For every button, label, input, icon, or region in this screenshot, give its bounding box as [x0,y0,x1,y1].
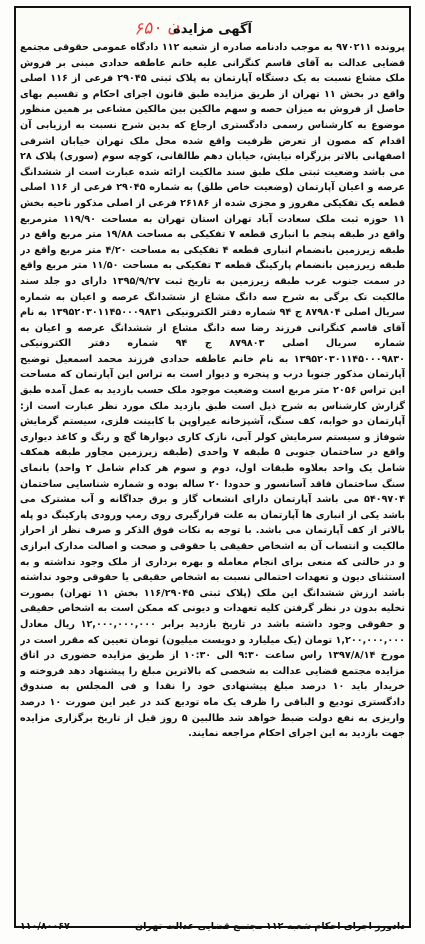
notice-footer [20,918,405,934]
footer-code: ۱۱۰/۸۰۰۶۷ [20,920,70,932]
notice-body: پرونده ۹۷۰۲۱۱ به موجب دادنامه صادره از شعبه ۱۱۲ دادگاه عمومی حقوقی مجتمع قضایی عدالت به آقای قاسم کنگرانی علیه خانم عاطفه حدادی مبنی بر فروش ملک مشاع نسبت به یک دستگاه آپارتمان به پلاک ثبتی ۲۹۰۴۵ فرعی از ۱۱۶ اصلی واقع در بخش ۱۱ تهران از طریق مزایده طبق قانون اجرای احکام و تقسیم بهای حاصل از فروش به میزان حصه و سهم مالکین بین مالکین مشاعی بر همین منظور موضوع به کارشناس رسمی دادگستری ارجاع که بدین شرح نسبت به ارزیابی آن اقدام که مصون از تعرض ظرفیت واقع شده محل ملک تهران خیابان اشرفی اصفهانی بالاتر بزرگراه نیایش، خیابان دهم طالقانی، کوچه سوم (سوری) پلاک ۲۸ می باشد وضعیت ثبتی ملک طبق سند مالکیت ارائه شده عبارت است از ششدانگ عرصه و اعیان آپارتمان (وضعیت خاص طلق) به شماره ۲۹۰۴۵ فرعی از ۱۱۶ اصلی قطعه یک تفکیکی مفروز و مجزی شده از ۲۶۱۸۶ فرعی از اصلی مذکور ناحیه بخش ۱۱ حوزه ثبت ملک سعادت آباد تهران استان تهران به مساحت ۱۱۹/۹۰ مترمربع واقع در طبقه پنجم با انباری قطعه ۷ تفکیکی به مساحت ۱۹/۸۸ متر مربع واقع در طبقه زیرزمین بانضمام انباری قطعه ۴ تفکیکی به مساحت ۴/۲۰ متر مربع واقع در طبقه زیرزمین بانضمام پارکینگ قطعه ۳ تفکیکی به مساحت ۱۱/۵۰ متر مربع واقع در سمت جنوب غرب طبقه زیرزمین به تاریخ ثبت ۱۳۹۵/۹/۲۷ دارای دو جلد سند مالکیت تک برگی به شرح سه دانگ مشاع از ششدانگ عرصه و اعیان به شماره سریال اصلی ۸۷۹۸۰۴ ج ۹۴ شماره دفتر الکترونیکی ۱۳۹۵۲۰۳۰۱۱۴۵۰۰۰۹۸۳۱ به نام آقای قاسم کنگرانی فرزند رضا سه دانگ مشاع از ششدانگ عرصه و اعیان به شماره سریال اصلی ۸۷۹۸۰۳ ج ۹۴ شماره دفتر الکترونیکی ۱۳۹۵۲۰۳۰۱۱۴۵۰۰۰۹۸۳۰ به نام خانم عاطفه حدادی فرزند محمد اسمعیل توضیح آپارتمان مذکور جنوبا درب و پنجره و دیوار است به تراس این آپارتمان که مساحت این تراس ۲۰۵۶ متر مربع است وضعیت موجود ملک حسب بازدید به عمل آمده طبق گزارش کارشناس به شرح ذیل است طبق بازدید ملک مورد نظر عبارت است از: آپارتمان دو خوابه، کف سنگ، آشپزخانه غیراوپن با کابینت فلزی، سیستم گرمایش شوفاژ و سیستم سرمایش کولر آبی، نازک کاری دیوارها گچ و رنگ و کاغذ دیواری واقع در ساختمان جنوبی ۵ طبقه ۷ واحدی (طبقه زیرزمین مجاور طبقه همکف شامل یک واحد بعلاوه طبقات اول، دوم و سوم هر کدام شامل ۲ واحد) بانمای سنگ ساختمان فاقد آسانسور و حدودا ۲۰ ساله بوده و شماره شناسایی ساختمان ۵۴۰۹۷۰۴ می باشد آپارتمان دارای انشعاب گاز و برق جداگانه و آب مشترک می باشد یکی از انباری ها آپارتمان به علت قرارگیری روی رمپ ورودی پارکینگ دو پله بالاتر از کف آپارتمان می باشد. با توجه به نکات فوق الذکر و صرف نظر از احراز مالکیت و انتساب آن به اشخاص حقیقی یا حقوقی و صحت و اصالت مدارک ابرازی و در حالتی که منعی برای انجام معامله و بهره برداری از ملک وجود نداشته و به استثنای دیون و تعهدات احتمالی نسبت به اشخاص حقیقی یا حقوقی وجود نداشته باشد ارزش ششدانگ این ملک (پلاک ثبتی ۱۱۶/۲۹۰۴۵ بخش ۱۱ تهران) بصورت تخلیه بدون در نظر گرفتن کلیه تعهدات و دیونی که ممکن است به اشخاص حقیقی و حقوقی وجود داشته باشد در تاریخ بازدید برابر ۱۲,۰۰۰,۰۰۰,۰۰۰ ریال معادل ۱,۲۰۰,۰۰۰,۰۰۰ تومان (یک میلیارد و دویست میلیون) تومان تعیین که مقرر است در مورخ ۱۳۹۷/۸/۱۴ راس ساعت ۹:۳۰ الی ۱۰:۳۰ از طریق مزایده حضوری در اتاق مزایده مجتمع قضایی عدالت به شخصی که بالاترین مبلغ را پیشنهاد دهد فروخته و خریدار باید ۱۰ درصد مبلغ پیشنهادی خود را نقدا و فی المجلس به صندوق دادگستری تودیع و الباقی را ظرف یک ماه تودیع کند در غیر این صورت ۱۰ درصد واریزی به نفع دولت ضبط خواهد شد طالبین ۵ روز قبل از تاریخ برگزاری مزایده جهت بازدید به این اجرای احکام مراجعه نمایند. [20,42,405,740]
handwritten-note: ن ۶۵۰ [133,16,180,40]
notice-title: آگهی مزایده [173,22,252,37]
footer-signature: دادورز اجرای احکام شعبه ۱۱۲ مجتمع قضایی عدالت تهران [135,920,405,932]
